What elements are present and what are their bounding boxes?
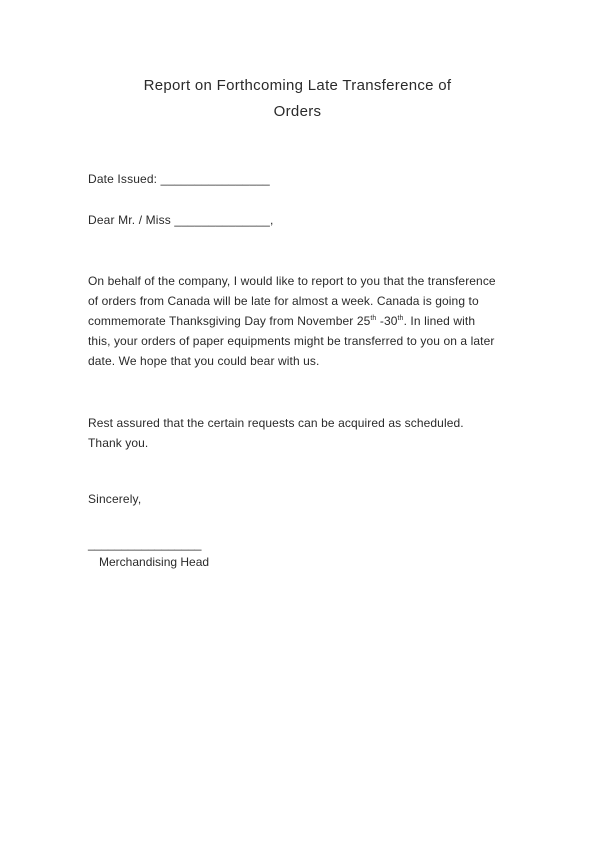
- salutation: Dear Mr. / Miss ______________,: [88, 213, 274, 227]
- ordinal-suffix-2: th: [397, 315, 404, 322]
- signer-title: Merchandising Head: [99, 555, 210, 569]
- body-paragraph-1: [88, 271, 498, 371]
- document-title: [90, 73, 505, 125]
- title-line-2: Orders: [273, 103, 322, 120]
- title-line-1: Report on Forthcoming Late Transference of: [143, 77, 452, 94]
- signature-line: _________________: [88, 537, 202, 551]
- body-p1-text-a: On behalf of the company, I would like to report to you that the transference of orders from Canada will be late for almost a week. Canada is going to commemorate Thanksgiving Day from November 25: [88, 274, 496, 328]
- body-p2-text: Rest assured that the certain requests can be acquired as scheduled. Thank you.: [88, 416, 464, 450]
- body-p1-text-b: -30: [376, 314, 398, 328]
- date-issued-line: Date Issued: ________________: [88, 172, 270, 186]
- body-paragraph-2: [88, 413, 498, 453]
- ordinal-suffix-1: th: [370, 315, 377, 322]
- closing: Sincerely,: [88, 492, 142, 506]
- body-p1-text-c: . In lined with this, your orders of paper equipments might be transferred to you on a later date. We hope that you could bear with us.: [88, 314, 495, 368]
